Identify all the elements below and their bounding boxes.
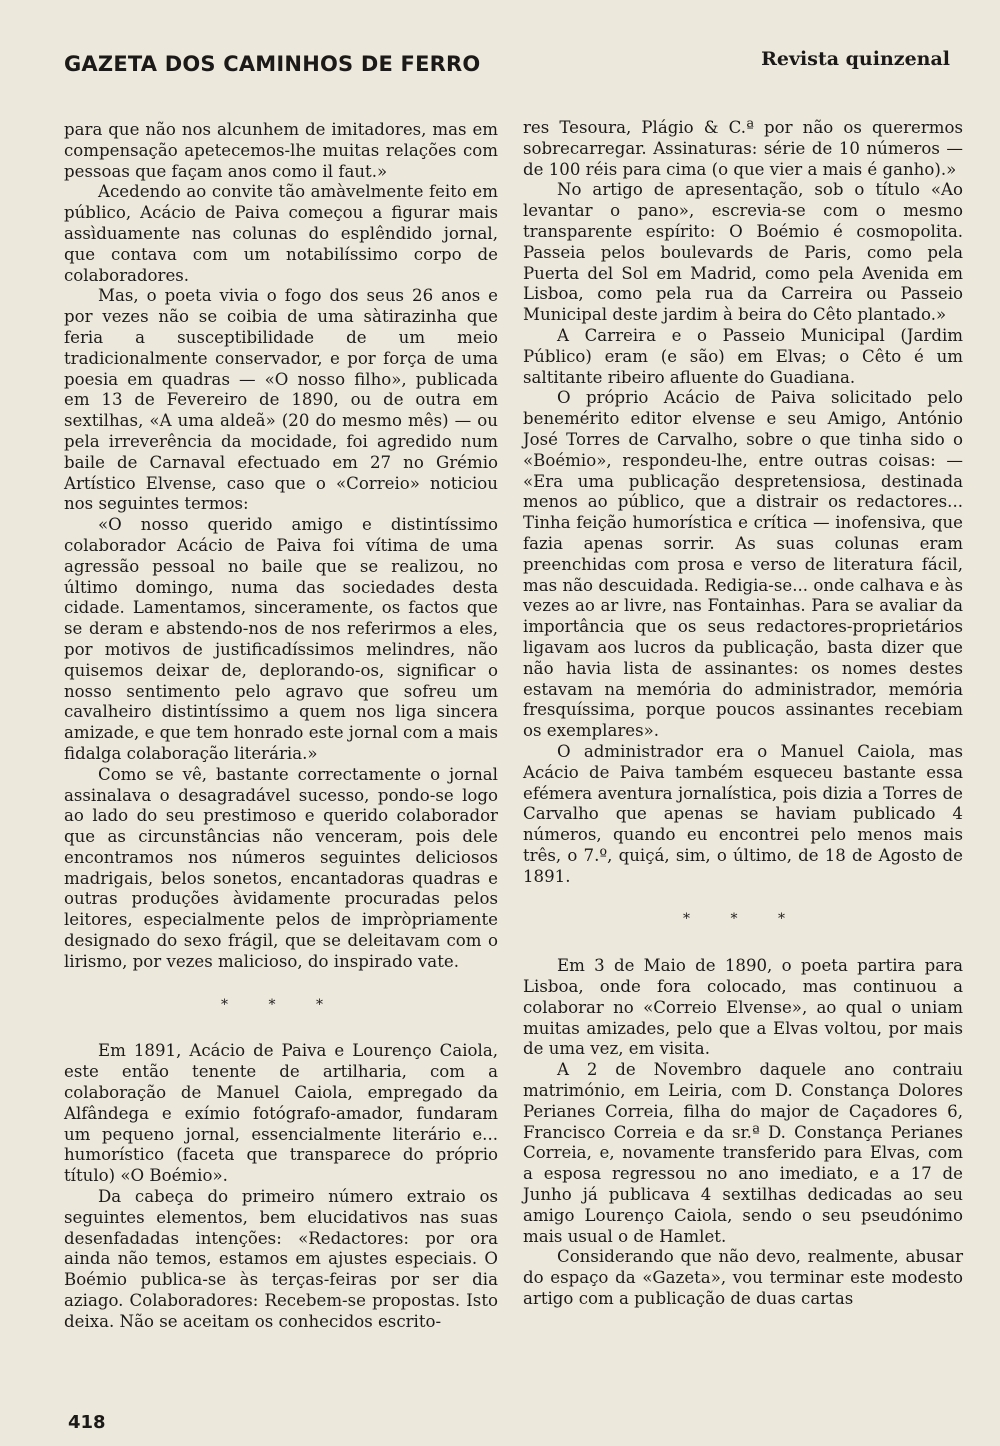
paragraph: Mas, o poeta vivia o fogo dos seus 26 anos e por vezes não se coibia de uma sàtirazinha que feria a susceptibilidade de um meio tradicionalmente conservador, e por força de uma poesia em quadras — «O nosso filho», publicada em 13 de Fevereiro de 1890, ou de outra em sextilhas, «A uma aldeã» (20 do mesmo mês) — ou pela irreverência da mocidade, foi agredido num baile de Carnaval efectuado em 27 no Grémio Artístico Elvense, caso que o «Correio» noticiou nos seguintes termos: xyxy=(64,286,498,514)
paragraph: No artigo de apresentação, sob o título «Ao levantar o pano», escrevia-se com o mesmo transparente espírito: O Boémio é cosmopolita. Passeia pelos boulevards de Paris, como pela Puerta del Sol em Madrid, como pela Avenida em Lisboa, como pela rua da Carreira ou Passeio Municipal deste jardim à beira do Cêto plantado.» xyxy=(523,180,963,325)
left-column xyxy=(64,120,498,1333)
journal-title: GAZETA DOS CAMINHOS DE FERRO xyxy=(64,52,481,76)
quoted-paragraph: «O nosso querido amigo e distintíssimo colaborador Acácio de Paiva foi vítima de uma agressão pessoal no baile que se realizou, no último domingo, numa das sociedades desta cidade. Lamentamos, sinceramente, os factos que se deram e abstendo-nos de nos referirmos a eles, por motivos de justificadíssimos melindres, não quisemos deixar de, deplorando-os, significar o nosso sentimento pelo agravo que sofreu um cavalheiro distintíssimo a quem nos liga sincera amizade, e que tem honrado este jornal com a mais fidalga colaboração literária.» xyxy=(64,515,498,763)
paragraph: Em 1891, Acácio de Paiva e Lourenço Caiola, este então tenente de artilharia, com a colaboração de Manuel Caiola, empregado da Alfândega e exímio fotógrafo-amador, fundaram um pequeno jornal, essencialmente literário e... humorístico (faceta que transparece do próprio título) «O Boémio». xyxy=(64,1041,498,1186)
paragraph: para que não nos alcunhem de imitadores, mas em compensação apetecemos-lhe muitas relações com pessoas que façam anos como il faut.» xyxy=(64,120,498,181)
paragraph: Acedendo ao convite tão amàvelmente feito em público, Acácio de Paiva começou a figurar mais assìduamente nas colunas do esplêndido jornal, que contava com um notabilíssimo corpo de colaboradores. xyxy=(64,182,498,285)
paragraph: Da cabeça do primeiro número extraio os seguintes elementos, bem elucidativos nas suas desenfadadas intenções: «Redactores: por ora ainda não temos, estamos em ajustes especiais. O Boémio publica-se às terças-feiras por ser dia aziago. Colaboradores: Recebem-se propostas. Isto deixa. Não se aceitam os conhecidos escrito- xyxy=(64,1187,498,1331)
paragraph: res Tesoura, Plágio & C.ª por não os querermos sobrecarregar. Assinaturas: série de 10 números — de 100 réis para cima (o que vier a mais é ganho).» xyxy=(523,118,963,179)
section-separator: * * * xyxy=(221,996,341,1013)
paragraph: O próprio Acácio de Paiva solicitado pelo benemérito editor elvense e seu Amigo, António José Torres de Carvalho, sobre o que tinha sido o «Boémio», respondeu-lhe, entre outras coisas: — «Era uma publicação despretensiosa, destinada menos ao público, que a distrair os redactores... Tinha feição humorística e crítica — inofensiva, que fazia apenas sorrir. As suas colunas eram preenchidas com prosa e verso de literatura fácil, mas não descuidada. Redigia-se... onde calhava e às vezes ao ar livre, nas Fontainhas. Para se avaliar da importância que os seus redactores-proprietários ligavam aos lucros da publicação, basta dizer que não havia lista de assinantes: os nomes destes estavam na memória do administrador, memória fresquíssima, porque poucos assinantes recebiam os exemplares». xyxy=(523,388,963,741)
page-number: 418 xyxy=(68,1412,106,1433)
journal-subtitle: Revista quinzenal xyxy=(761,48,950,70)
paragraph: Em 3 de Maio de 1890, o poeta partira para Lisboa, onde fora colocado, mas continuou a colaborar no «Correio Elvense», ao qual o uniam muitas amizades, pelo que a Elvas voltou, por mais de uma vez, em visita. xyxy=(523,956,963,1059)
right-column xyxy=(523,118,963,1310)
paragraph: O administrador era o Manuel Caiola, mas Acácio de Paiva também esqueceu bastante essa efémera aventura jornalística, pois dizia a Torres de Carvalho que apenas se haviam publicado 4 números, quando eu encontrei pelo menos mais três, o 7.º, quiçá, sim, o último, de 18 de Agosto de 1891. xyxy=(523,741,963,886)
paragraph: Como se vê, bastante correctamente o jornal assinalava o desagradável sucesso, pondo-se logo ao lado do seu prestimoso e querido colaborador que as circunstâncias não venceram, pois dele encontramos nos números seguintes deliciosos madrigais, belos sonetos, encantadoras quadras e outras produções àvidamente procuradas pelos leitores, especialmente pelos de impròpriamente designado do sexo frágil, que se deleitavam com o lirismo, por vezes malicioso, do inspirado vate. xyxy=(64,764,498,971)
paragraph: A Carreira e o Passeio Municipal (Jardim Público) eram (e são) em Elvas; o Cêto é um saltitante ribeiro afluente do Guadiana. xyxy=(523,325,963,387)
section-separator: * * * xyxy=(683,911,803,928)
paragraph: A 2 de Novembro daquele ano contraiu matrimónio, em Leiria, com D. Constança Dolores Perianes Correia, filha do major de Caçadores 6, Francisco Correia e da sr.ª D. Constança Perianes Correia, e, novamente transferido para Elvas, com a esposa regressou no ano imediato, e a 17 de Junho já publicava 4 sextilhas dedicadas ao seu amigo Lourenço Caiola, sendo o seu pseudónimo mais usual o de Hamlet. xyxy=(523,1060,963,1246)
paragraph: Considerando que não devo, realmente, abusar do espaço da «Gazeta», vou terminar este modesto artigo com a publicação de duas cartas xyxy=(523,1247,963,1309)
